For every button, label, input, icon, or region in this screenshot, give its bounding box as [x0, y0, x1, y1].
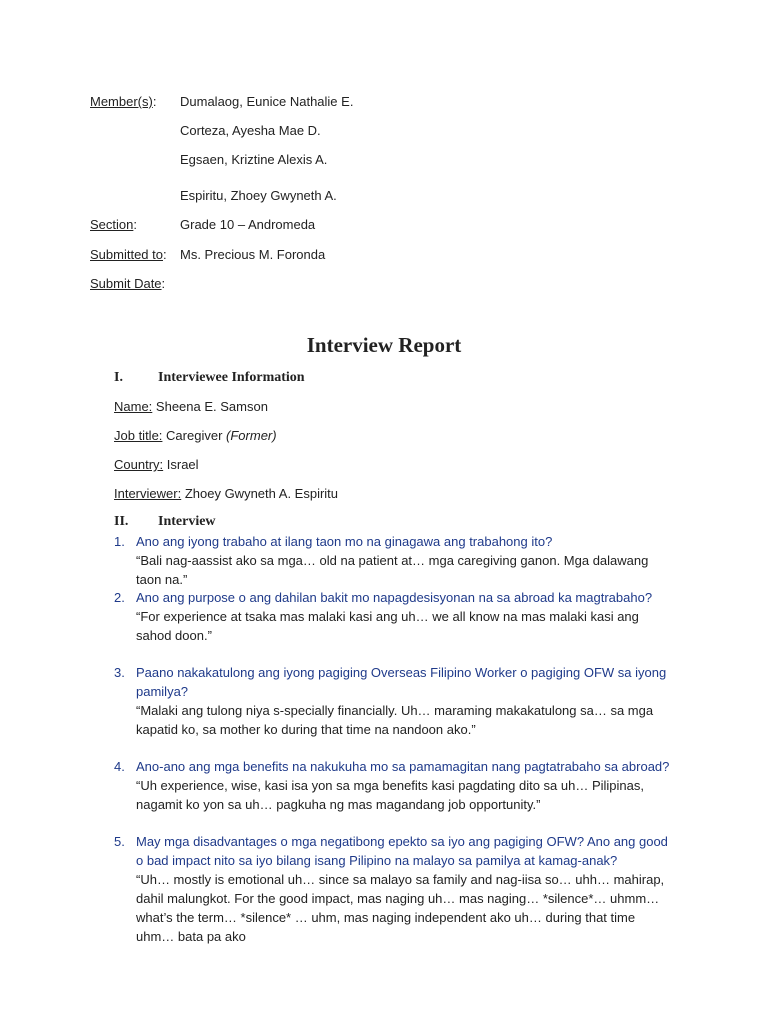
member-3: Egsaen, Kriztine Alexis A. [180, 152, 328, 167]
section-row: Section: Grade 10 – Andromeda [90, 215, 180, 235]
submitted-row: Submitted to: Ms. Precious M. Foronda [90, 245, 180, 265]
section-1-number: I. [114, 370, 123, 385]
job-value: Caregiver [166, 428, 223, 443]
section-label: Section [90, 217, 134, 232]
interviewer-row [114, 484, 338, 504]
question-2-text: Ano ang purpose o ang dahilan bakit mo napagdesisyonan na sa abroad ka magtrabaho? [136, 590, 653, 605]
question-5 [114, 832, 674, 870]
members-label: Member(s) [90, 94, 153, 109]
question-1-text: Ano ang iyong trabaho at ilang taon mo na ginagawa ang trabahong ito? [136, 534, 553, 549]
section-2-heading [114, 512, 216, 532]
question-5-text: May mga disadvantages o mga negatibong epekto sa iyo ang pagiging OFW? Ano ang good o bad impact nito sa iyo bilang isang Pilipino na malayo sa pamilya at kamag-anak? [136, 834, 668, 868]
question-1 [114, 532, 674, 551]
submit-date-row: Submit Date: [90, 276, 166, 291]
section-1-heading [114, 368, 305, 388]
question-1-number: 1. [114, 534, 125, 549]
country-value: Israel [166, 457, 199, 472]
job-note: (Former) [226, 428, 277, 443]
interviewer-label: Interviewer: [114, 486, 182, 501]
name-label: Name: [114, 399, 153, 414]
answer-1: “Bali nag-aassist ako sa mga… old na patient at… mga caregiving ganon. Mga dalawang taon na.” [136, 553, 649, 587]
interview-item-5 [114, 832, 674, 946]
job-label: Job title: [114, 428, 163, 443]
name-row [114, 397, 268, 417]
answer-2: “For experience at tsaka mas malaki kasi ang uh… we all know na mas malaki kasi ang sahod doon.” [136, 609, 639, 643]
submit-date-label: Submit Date [90, 276, 162, 291]
name-value: Sheena E. Samson [155, 399, 268, 414]
question-5-number: 5. [114, 834, 125, 849]
members-row: Member(s): Dumalaog, Eunice Nathalie E. [90, 92, 180, 112]
interview-item-1 [114, 532, 674, 589]
section-2-number: II. [114, 514, 129, 529]
answer-3: “Malaki ang tulong niya s-specially financially. Uh… maraming makakatulong sa… sa mga kapatid ko, sa mother ko during that time na nandoon ako.” [136, 703, 654, 737]
member-4: Espiritu, Zhoey Gwyneth A. [180, 188, 337, 203]
country-row [114, 455, 199, 475]
section-1-title: Interviewee Information [158, 370, 305, 385]
submitted-value: Ms. Precious M. Foronda [180, 247, 326, 262]
question-4-number: 4. [114, 759, 125, 774]
interview-item-2 [114, 588, 674, 645]
country-label: Country: [114, 457, 164, 472]
member-2: Corteza, Ayesha Mae D. [180, 123, 321, 138]
question-2-number: 2. [114, 590, 125, 605]
question-3-text: Paano nakakatulong ang iyong pagiging Overseas Filipino Worker o pagiging OFW sa iyong pamilya? [136, 665, 667, 699]
report-title: Interview Report [306, 333, 462, 357]
interview-item-3 [114, 663, 674, 739]
section-2-title: Interview [158, 514, 216, 529]
member-1: Dumalaog, Eunice Nathalie E. [180, 94, 354, 109]
section-value: Grade 10 – Andromeda [180, 217, 316, 232]
question-3 [114, 663, 674, 701]
interview-item-4 [114, 757, 674, 814]
question-2 [114, 588, 674, 607]
question-4 [114, 757, 674, 776]
job-row [114, 426, 277, 446]
answer-4: “Uh experience, wise, kasi isa yon sa mga benefits kasi pagdating dito sa uh… Pilipinas, nagamit ko yon sa uh… pagkuha ng mas magandang job opportunity.” [136, 778, 644, 812]
submitted-label: Submitted to [90, 247, 163, 262]
answer-5: “Uh… mostly is emotional uh… since sa malayo sa family and nag-iisa so… uhh… mahirap, dahil malungkot. For the good impact, mas naging uh… mas naging… *silence*… uhmm… what’s the term… *silence* … uhm, mas naging independent ako uh… during that time uhm… bata pa ako [136, 872, 665, 944]
question-4-text: Ano-ano ang mga benefits na nakukuha mo sa pamamagitan nang pagtatrabaho sa abroad? [136, 759, 670, 774]
interviewer-value: Zhoey Gwyneth A. Espiritu [184, 486, 339, 501]
question-3-number: 3. [114, 665, 125, 680]
